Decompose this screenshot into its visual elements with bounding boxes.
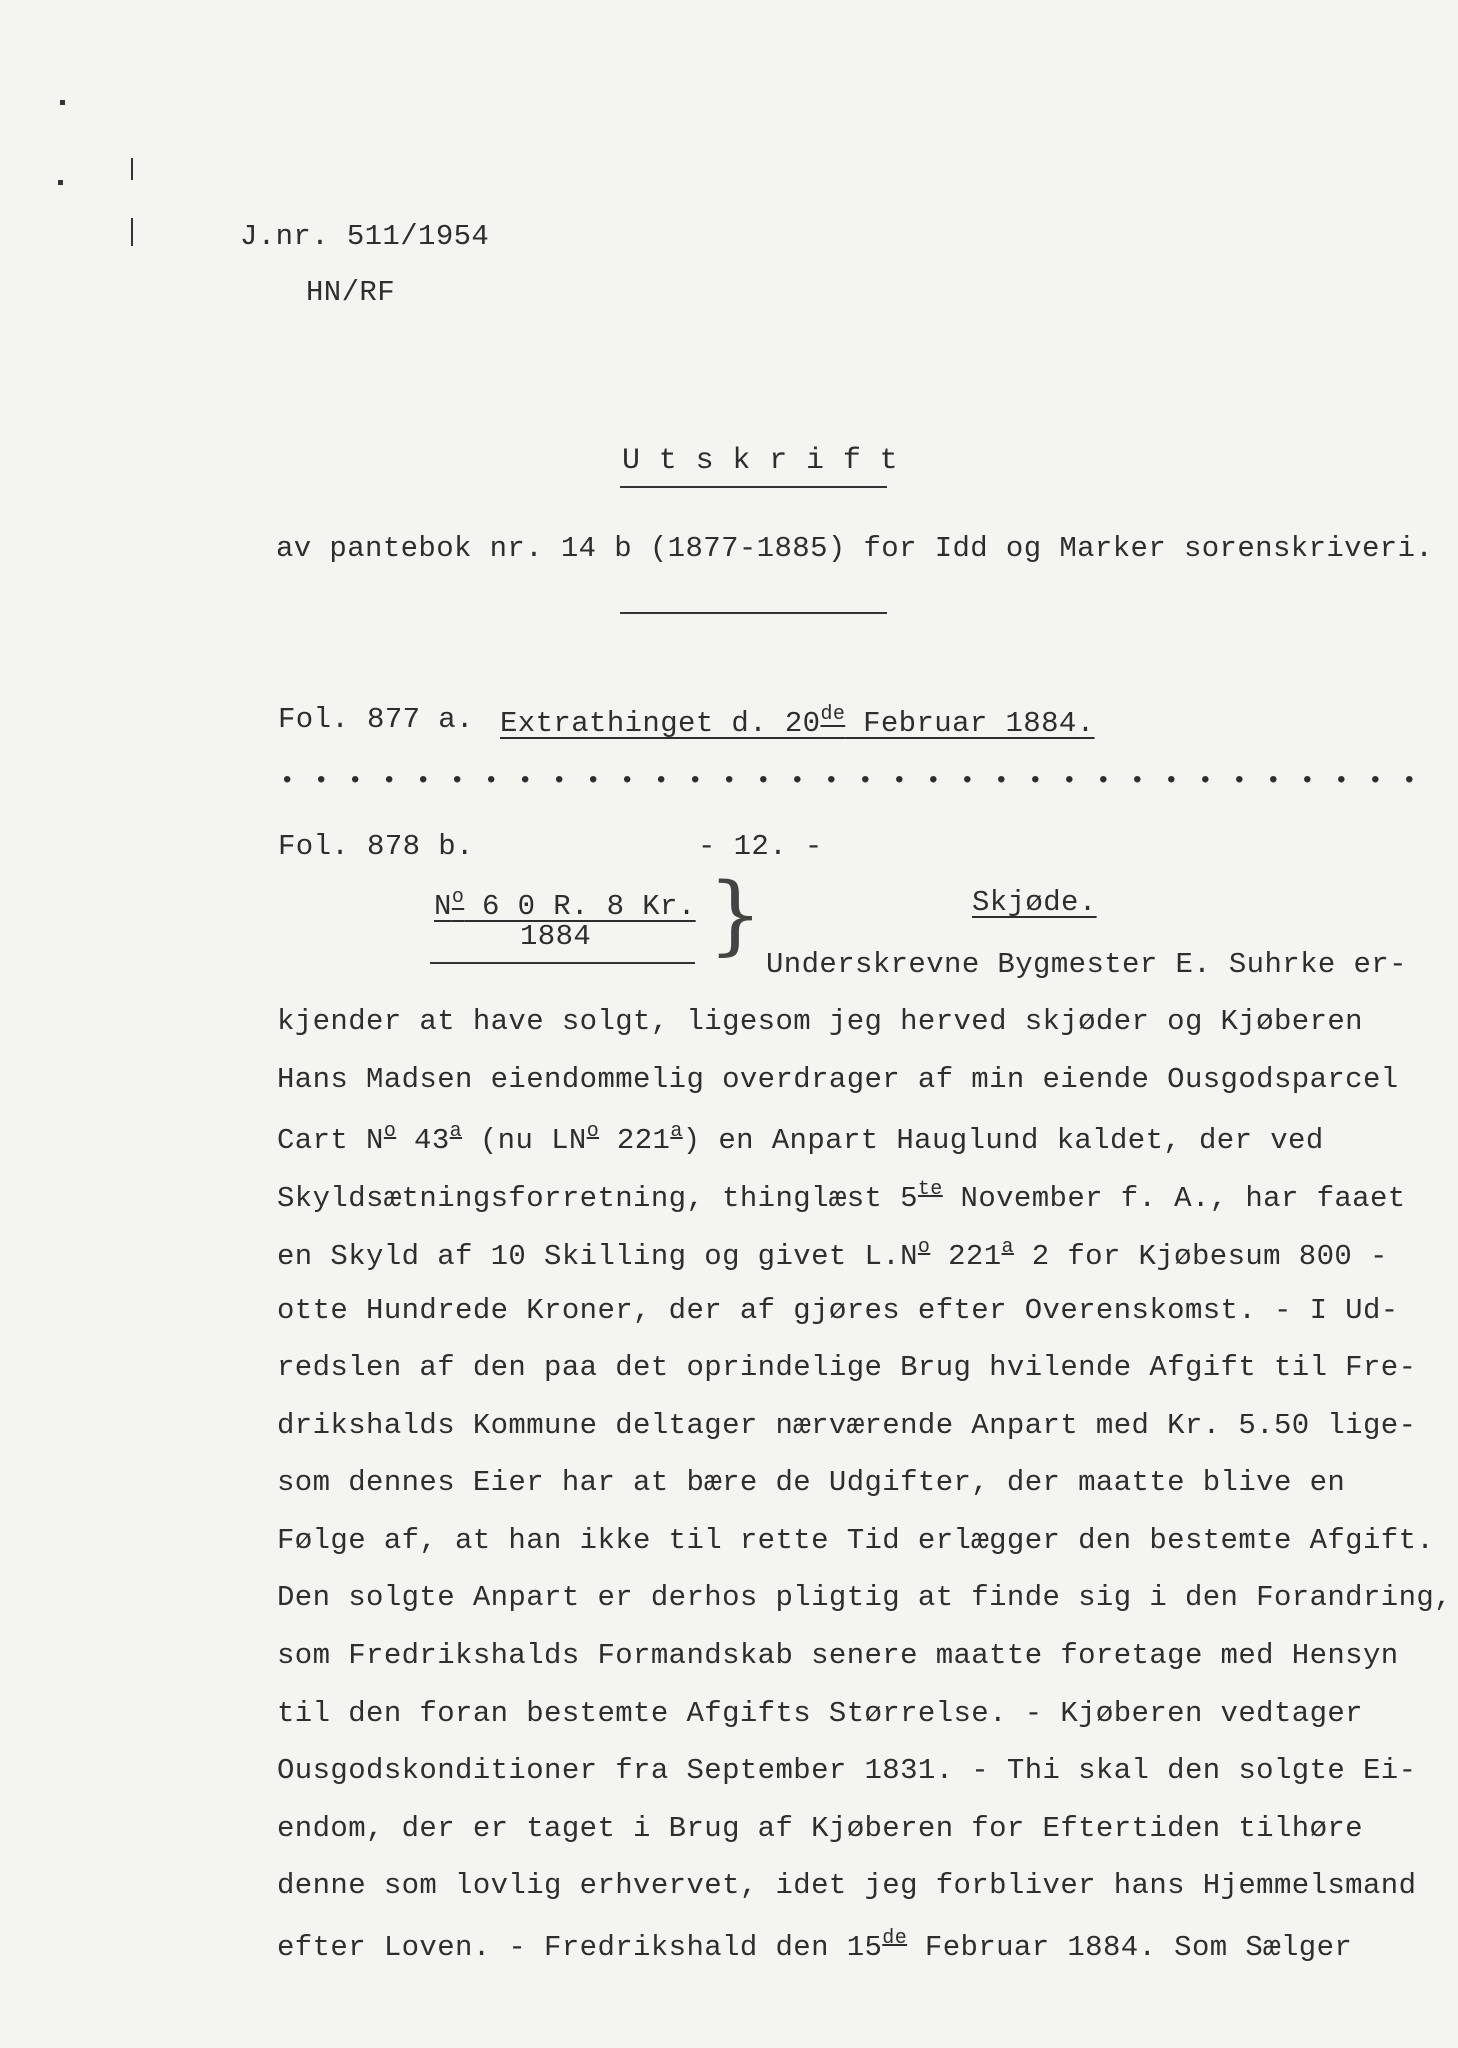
- body-line-4-b: 43: [396, 1124, 450, 1157]
- property-reference: [434, 888, 696, 921]
- body-line-18-sup: de: [882, 1927, 908, 1950]
- property-reference-value: 6 0 R. 8 Kr.: [464, 890, 696, 923]
- body-line-3: Hans Madsen eiendommelig overdrager af min eiende Ousgodsparcel: [277, 1063, 1399, 1096]
- court-session: [500, 705, 1095, 738]
- body-line-4-sup4: a: [670, 1120, 683, 1143]
- court-session-sup: de: [820, 703, 846, 726]
- body-line-18-b: Februar 1884. Som Sælger: [907, 1931, 1353, 1964]
- body-line-5: [277, 1180, 1406, 1213]
- body-line-5-sup: te: [917, 1178, 943, 1201]
- subtitle-divider: [620, 612, 887, 614]
- title-underline: [620, 486, 887, 488]
- property-underline: [430, 962, 695, 964]
- property-reference-prefix: N: [434, 890, 452, 923]
- body-line-7: otte Hundrede Kroner, der af gjøres efter Overenskomst. - I Ud-: [277, 1294, 1399, 1327]
- body-line-4-e: ) en Anpart Hauglund kaldet, der ved: [682, 1124, 1324, 1157]
- document-subtitle: av pantebok nr. 14 b (1877-1885) for Idd og Marker sorenskriveri.: [276, 532, 1434, 565]
- body-line-10: som dennes Eier har at bære de Udgifter, der maatte blive en: [277, 1466, 1346, 1499]
- dotted-separator: • • • • • • • • • • • • • • • • • • • • • • • • • • • • • • • • • •: [280, 768, 1420, 795]
- body-line-2: kjender at have solgt, ligesom jeg herved skjøder og Kjøberen: [277, 1005, 1363, 1038]
- body-line-6-sup2: a: [1001, 1236, 1014, 1259]
- body-line-6-sup1: o: [917, 1236, 931, 1259]
- body-line-16: endom, der er taget i Brug af Kjøberen for Eftertiden tilhøre: [277, 1812, 1363, 1845]
- property-reference-sup: o: [451, 886, 465, 909]
- entry-folio: Fol. 877 a.: [278, 703, 474, 736]
- body-line-11: Følge af, at han ikke til rette Tid erlægger den bestemte Afgift.: [277, 1524, 1435, 1557]
- margin-tick-1: [131, 158, 133, 180]
- body-line-5-a: Skyldsætningsforretning, thinglæst 5: [277, 1182, 918, 1215]
- body-line-4-sup1: o: [383, 1120, 397, 1143]
- initials: HN/RF: [306, 276, 396, 309]
- body-line-14: til den foran bestemte Afgifts Størrelse. - Kjøberen vedtager: [277, 1697, 1363, 1730]
- body-line-4-sup2: a: [449, 1120, 463, 1143]
- court-session-date: Februar 1884.: [845, 707, 1095, 740]
- body-line-12: Den solgte Anpart er derhos pligtig at finde sig i den Forandring,: [277, 1581, 1452, 1614]
- body-line-18-a: efter Loven. - Fredrikshald den 15: [277, 1931, 883, 1964]
- body-line-18: [277, 1929, 1352, 1962]
- court-session-main: Extrathinget d. 20: [500, 707, 821, 740]
- entry-folio-2: Fol. 878 b.: [278, 830, 474, 863]
- journal-number: J.nr. 511/1954: [240, 220, 490, 253]
- entry-number: - 12. -: [698, 830, 823, 863]
- document-title: U t s k r i f t: [622, 444, 899, 478]
- property-year: 1884: [520, 920, 592, 953]
- body-line-4-c: (nu LN: [462, 1124, 587, 1157]
- body-line-6-c: 2 for Kjøbesum 800 -: [1013, 1240, 1388, 1273]
- margin-dot-1: [60, 100, 65, 105]
- body-line-4-d: 221: [599, 1124, 671, 1157]
- document-type: Skjøde.: [972, 886, 1097, 919]
- body-line-13: som Fredrikshalds Formandskab senere maatte foretage med Hensyn: [277, 1639, 1399, 1672]
- body-line-4-sup3: o: [586, 1120, 600, 1143]
- body-line-9: drikshalds Kommune deltager nærværende Anpart med Kr. 5.50 lige-: [277, 1409, 1417, 1442]
- body-line-17: denne som lovlig erhvervet, idet jeg forbliver hans Hjemmelsmand: [277, 1869, 1417, 1902]
- body-line-15: Ousgodskonditioner fra September 1831. - Thi skal den solgte Ei-: [277, 1754, 1417, 1787]
- body-line-8: redslen af den paa det oprindelige Brug hvilende Afgift til Fre-: [277, 1351, 1417, 1384]
- margin-dot-2: [58, 180, 63, 185]
- body-line-6-b: 221: [930, 1240, 1002, 1273]
- brace-symbol: }: [708, 865, 763, 965]
- body-line-5-b: November f. A., har faaet: [942, 1182, 1406, 1215]
- body-line-4: [277, 1122, 1324, 1155]
- body-line-1: Underskrevne Bygmester E. Suhrke er-: [766, 948, 1407, 981]
- body-line-6: [277, 1238, 1388, 1271]
- body-line-4-a: Cart N: [277, 1124, 384, 1157]
- body-line-6-a: en Skyld af 10 Skilling og givet L.N: [277, 1240, 918, 1273]
- margin-tick-2: [131, 218, 133, 246]
